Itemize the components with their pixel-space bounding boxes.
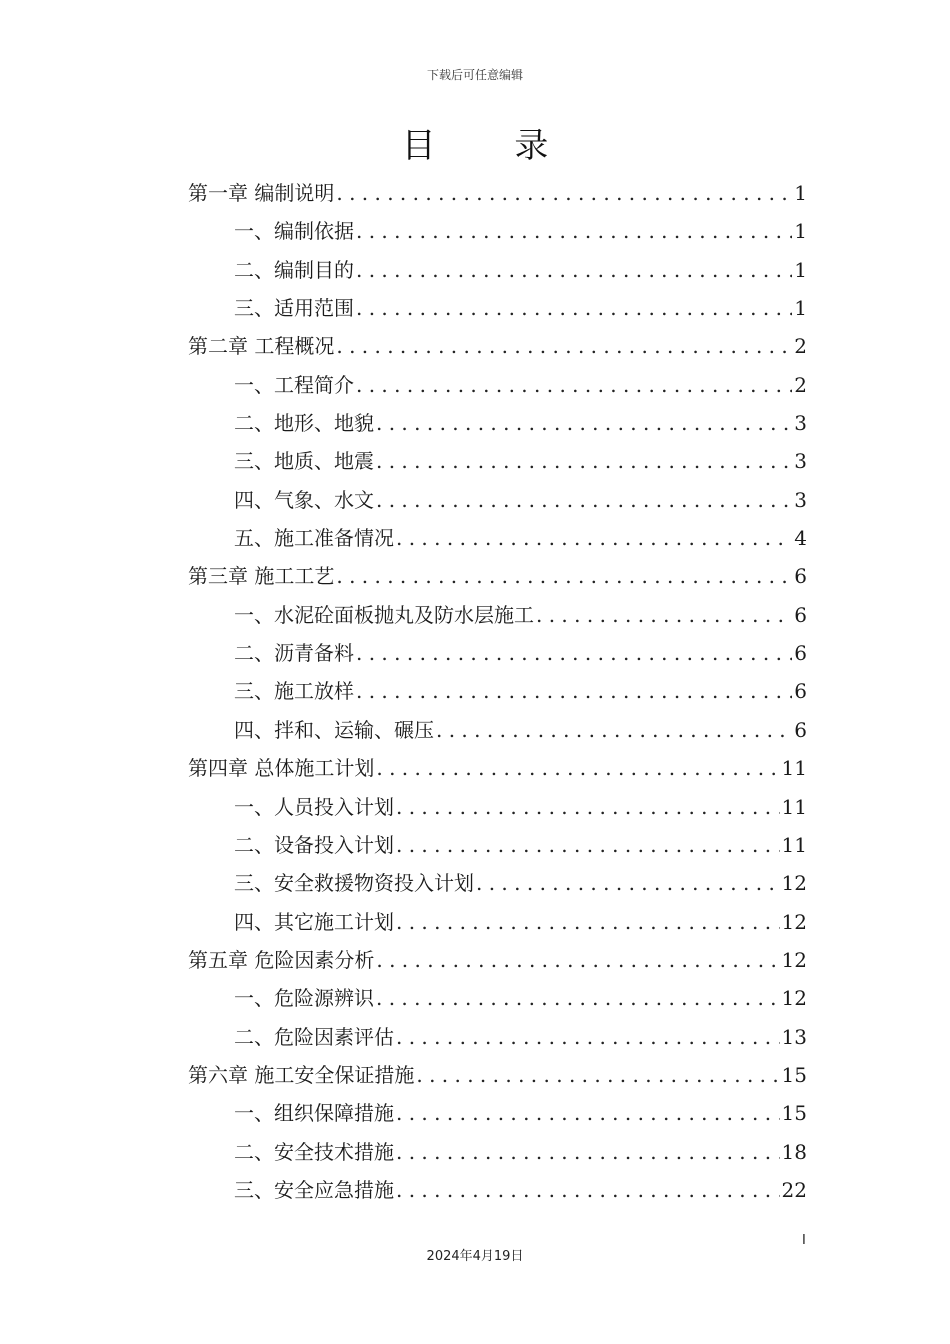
toc-dot-leader	[374, 442, 792, 480]
toc-entry-label: 三、安全救援物资投入计划	[234, 871, 474, 896]
toc-title: 目 录	[401, 126, 583, 166]
toc-dot-leader	[394, 903, 780, 941]
toc-section-entry[interactable]	[188, 1094, 807, 1132]
toc-dot-leader	[374, 979, 780, 1017]
toc-entry-page: 15	[781, 1101, 807, 1126]
toc-entry-label: 一、组织保障措施	[234, 1101, 394, 1126]
toc-entry-page: 3	[794, 449, 807, 474]
toc-entry-page: 11	[781, 794, 807, 819]
toc-entry-page: 12	[781, 871, 807, 896]
toc-dot-leader	[534, 596, 792, 634]
toc-entry-label: 一、人员投入计划	[234, 794, 394, 819]
toc-entry-label: 一、编制依据	[234, 219, 354, 244]
toc-section-entry[interactable]	[188, 596, 807, 634]
toc-entry-label: 第五章 危险因素分析	[188, 947, 375, 972]
toc-dot-leader	[474, 864, 780, 902]
toc-entry-page: 11	[781, 832, 807, 857]
toc-section-entry[interactable]	[188, 826, 807, 864]
toc-section-entry[interactable]	[188, 864, 807, 902]
toc-entry-label: 二、设备投入计划	[234, 832, 394, 857]
toc-dot-leader	[414, 1056, 779, 1094]
toc-entry-page: 4	[794, 526, 807, 551]
toc-entry-page: 3	[794, 487, 807, 512]
toc-section-entry[interactable]	[188, 1018, 807, 1056]
toc-entry-label: 第一章 编制说明	[188, 181, 335, 205]
toc-entry-label: 二、编制目的	[234, 257, 354, 282]
toc-entry-page: 13	[781, 1024, 807, 1049]
toc-entry-label: 三、施工放样	[234, 679, 354, 704]
toc-dot-leader	[354, 366, 792, 404]
toc-dot-leader	[394, 1094, 780, 1132]
toc-section-entry[interactable]	[188, 1171, 807, 1209]
toc-dot-leader	[334, 174, 792, 212]
toc-chapter-entry[interactable]	[188, 557, 807, 595]
toc-entry-page: 3	[794, 411, 807, 436]
toc-chapter-entry[interactable]	[188, 174, 807, 212]
toc-entry-label: 第六章 施工安全保证措施	[188, 1062, 415, 1087]
toc-chapter-entry[interactable]	[188, 749, 807, 787]
toc-entry-page: 6	[794, 564, 807, 589]
toc-dot-leader	[394, 826, 780, 864]
toc-dot-leader	[354, 212, 792, 250]
toc-entry-page: 2	[794, 372, 807, 397]
toc-entry-page: 6	[794, 641, 807, 666]
toc-entry-label: 四、拌和、运输、碾压	[234, 717, 434, 742]
toc-chapter-entry[interactable]	[188, 1056, 807, 1094]
page-number: I	[802, 1233, 806, 1248]
toc-entry-page: 12	[781, 986, 807, 1011]
toc-entry-label: 一、水泥砼面板抛丸及防水层施工	[234, 602, 534, 627]
toc-section-entry[interactable]	[188, 672, 807, 710]
toc-entry-label: 三、适用范围	[234, 296, 354, 321]
toc-entry-label: 四、气象、水文	[234, 487, 374, 512]
toc-entry-label: 二、危险因素评估	[234, 1024, 394, 1049]
header-note: 下载后可任意编辑	[426, 68, 523, 82]
toc-entry-label: 二、安全技术措施	[234, 1139, 394, 1164]
toc-dot-leader	[394, 1018, 780, 1056]
toc-section-entry[interactable]	[188, 711, 807, 749]
toc-entry-page: 12	[781, 947, 807, 972]
toc-entry-label: 一、工程简介	[234, 372, 354, 397]
toc-section-entry[interactable]	[188, 979, 807, 1017]
toc-entry-label: 三、地质、地震	[234, 449, 374, 474]
toc-entry-label: 一、危险源辨识	[234, 986, 374, 1011]
toc-dot-leader	[394, 788, 780, 826]
toc-entry-page: 1	[794, 296, 807, 321]
toc-dot-leader	[334, 327, 792, 365]
toc-dot-leader	[354, 251, 792, 289]
toc-dot-leader	[374, 404, 792, 442]
toc-entry-page: 6	[794, 679, 807, 704]
toc-entry-label: 二、沥青备料	[234, 641, 354, 666]
toc-section-entry[interactable]	[188, 519, 807, 557]
toc-entry-page: 15	[781, 1062, 807, 1087]
toc-section-entry[interactable]	[188, 903, 807, 941]
toc-section-entry[interactable]	[188, 1133, 807, 1171]
toc-dot-leader	[394, 519, 792, 557]
toc-entry-page: 2	[794, 334, 807, 359]
toc-chapter-entry[interactable]	[188, 327, 807, 365]
toc-dot-leader	[374, 749, 779, 787]
toc-entry-label: 三、安全应急措施	[234, 1177, 394, 1202]
toc-section-entry[interactable]	[188, 366, 807, 404]
toc-dot-leader	[394, 1133, 780, 1171]
toc-section-entry[interactable]	[188, 634, 807, 672]
toc-section-entry[interactable]	[188, 212, 807, 250]
toc-entry-page: 1	[794, 181, 807, 205]
toc-section-entry[interactable]	[188, 481, 807, 519]
toc-entry-page: 12	[781, 909, 807, 934]
table-of-contents	[188, 174, 807, 1209]
toc-entry-label: 五、施工准备情况	[234, 526, 394, 551]
toc-section-entry[interactable]	[188, 251, 807, 289]
toc-section-entry[interactable]	[188, 289, 807, 327]
toc-dot-leader	[334, 557, 792, 595]
toc-dot-leader	[374, 481, 792, 519]
toc-entry-label: 二、地形、地貌	[234, 411, 374, 436]
toc-dot-leader	[354, 672, 792, 710]
toc-section-entry[interactable]	[188, 442, 807, 480]
toc-entry-page: 22	[781, 1177, 807, 1202]
toc-entry-page: 1	[794, 257, 807, 282]
toc-dot-leader	[434, 711, 792, 749]
toc-entry-page: 6	[794, 602, 807, 627]
toc-chapter-entry[interactable]	[188, 941, 807, 979]
toc-entry-label: 第四章 总体施工计划	[188, 756, 375, 781]
toc-entry-page: 6	[794, 717, 807, 742]
toc-entry-label: 第二章 工程概况	[188, 334, 335, 359]
toc-entry-label: 四、其它施工计划	[234, 909, 394, 934]
toc-entry-page: 18	[781, 1139, 807, 1164]
toc-entry-page: 11	[781, 756, 807, 781]
toc-section-entry[interactable]	[188, 404, 807, 442]
toc-dot-leader	[394, 1171, 780, 1209]
toc-dot-leader	[354, 634, 792, 672]
toc-entry-page: 1	[794, 219, 807, 244]
toc-section-entry[interactable]	[188, 788, 807, 826]
toc-dot-leader	[354, 289, 792, 327]
toc-entry-label: 第三章 施工工艺	[188, 564, 335, 589]
toc-dot-leader	[374, 941, 779, 979]
footer-date: 2024年4月19日	[426, 1249, 524, 1264]
